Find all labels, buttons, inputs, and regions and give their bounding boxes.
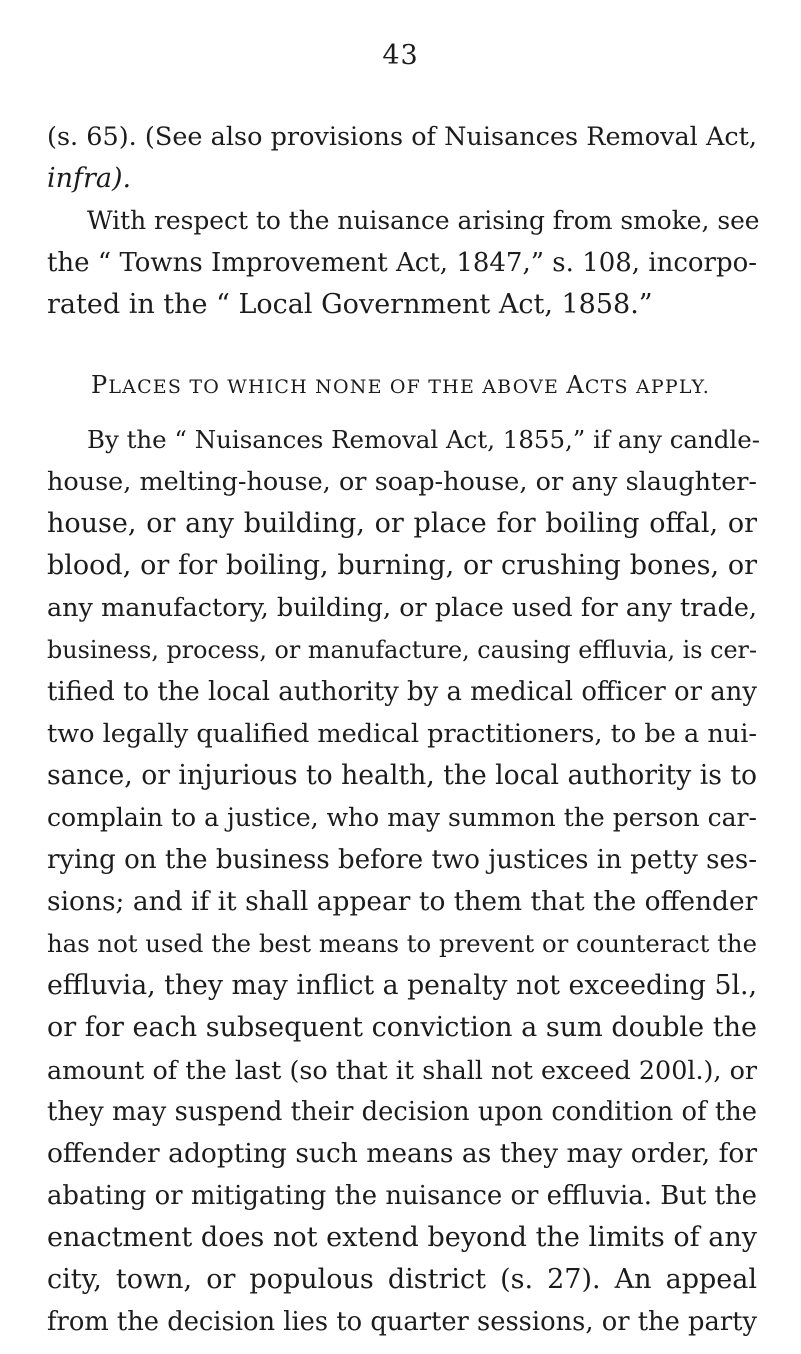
text-line: from the decision lies to quarter sessions, or the party: [47, 1307, 757, 1337]
text-line: or for each subsequent conviction a sum double the: [47, 1012, 757, 1043]
text-line: complain to a justice, who may summon the person car-: [47, 803, 757, 832]
text-line: With respect to the nuisance arising from smoke, see: [87, 206, 760, 235]
heading-capital: A: [566, 371, 585, 399]
paragraph-smoke-nuisance: [47, 116, 760, 326]
section-heading: [0, 372, 801, 400]
heading-capital: P: [90, 371, 109, 399]
text-line: two legally qualified medical practitioners, to be a nui-: [47, 719, 758, 749]
text-line: (s. 65). (See also provisions of Nuisances Removal Act,: [47, 122, 757, 152]
text-line: has not used the best means to prevent or counteract the: [47, 929, 757, 958]
text-line: infra).: [47, 163, 132, 194]
heading-text: LACES TO WHICH NONE OF THE ABOVE: [108, 376, 567, 398]
text-line: offender adopting such means as they may order, for: [47, 1138, 757, 1169]
text-line: blood, or for boiling, burning, or crushing bones, or: [47, 550, 757, 581]
text-line: the “ Towns Improvement Act, 1847,” s. 108, incorpo-: [47, 248, 757, 278]
text-line: any manufactory, building, or place used for any trade,: [47, 593, 757, 623]
text-line: abating or mitigating the nuisance or effluvia. But the: [47, 1181, 757, 1211]
text-line: house, melting-house, or soap-house, or any slaughter-: [47, 467, 757, 497]
text-line: enactment does not extend beyond the limits of any: [47, 1222, 757, 1253]
page-number: 43: [382, 40, 419, 71]
text-line: By the “ Nuisances Removal Act, 1855,” if any candle-: [87, 425, 760, 454]
text-line: city, town, or populous district (s. 27). An appeal: [47, 1264, 757, 1295]
text-line: amount of the last (so that it shall not exceed 200l.), or: [47, 1055, 757, 1085]
paragraph-nuisances-removal-act: [47, 419, 760, 1343]
text-line: sance, or injurious to health, the local authority is to: [47, 760, 758, 791]
text-line: effluvia, they may inflict a penalty not exceeding 5l.,: [47, 970, 757, 1001]
text-line: rying on the business before two justices in petty ses-: [47, 845, 757, 875]
text-line: tified to the local authority by a medical officer or any: [47, 677, 757, 707]
text-line: they may suspend their decision upon condition of the: [47, 1097, 757, 1127]
text-line: sions; and if it shall appear to them that the offender: [47, 886, 758, 917]
text-line: house, or any building, or place for boiling offal, or: [47, 508, 757, 539]
text-line: business, process, or manufacture, causing effluvia, is cer-: [47, 636, 757, 664]
heading-text: CTS APPLY.: [584, 376, 711, 398]
text-line: rated in the “ Local Government Act, 1858.”: [47, 289, 653, 320]
